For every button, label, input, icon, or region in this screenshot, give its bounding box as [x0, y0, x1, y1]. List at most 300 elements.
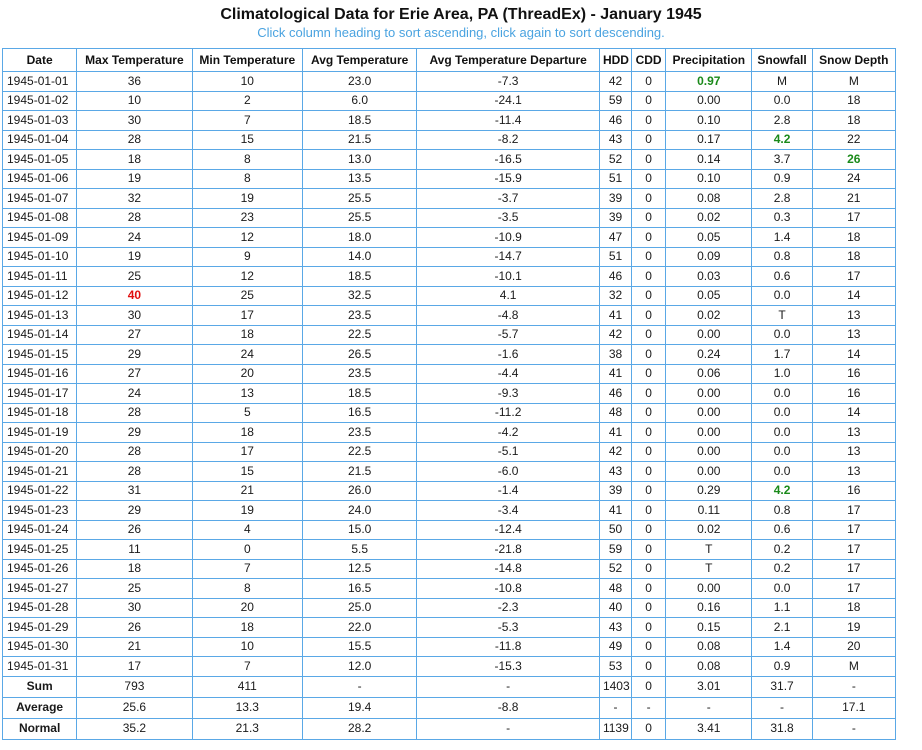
table-cell: 13 — [812, 442, 895, 462]
table-cell: 1945-01-14 — [3, 325, 77, 345]
table-cell: 1945-01-24 — [3, 520, 77, 540]
table-cell: 0.0 — [752, 423, 812, 443]
table-cell: 18.0 — [302, 228, 416, 248]
table-cell: 0 — [632, 364, 666, 384]
table-cell: 0.9 — [752, 657, 812, 677]
table-cell: 1945-01-26 — [3, 559, 77, 579]
table-cell: 24 — [77, 384, 192, 404]
table-cell: 50 — [599, 520, 631, 540]
summary-cell: 3.01 — [666, 676, 752, 697]
table-cell: 17 — [812, 501, 895, 521]
table-cell: 40 — [77, 286, 192, 306]
table-cell: 38 — [599, 345, 631, 365]
table-cell: 0.00 — [666, 403, 752, 423]
table-cell: 0.00 — [666, 423, 752, 443]
table-cell: 30 — [77, 306, 192, 326]
table-cell: 24 — [192, 345, 302, 365]
table-cell: 1945-01-11 — [3, 267, 77, 287]
table-cell: 16 — [812, 481, 895, 501]
table-row — [3, 150, 896, 170]
table-cell: 0.05 — [666, 286, 752, 306]
table-cell: 26 — [77, 520, 192, 540]
table-cell: 0.0 — [752, 403, 812, 423]
table-cell: 0 — [632, 72, 666, 92]
table-cell: 1945-01-23 — [3, 501, 77, 521]
table-row — [3, 579, 896, 599]
summary-cell: 411 — [192, 676, 302, 697]
table-cell: 16 — [812, 364, 895, 384]
summary-cell: 21.3 — [192, 718, 302, 739]
table-cell: 0 — [632, 208, 666, 228]
table-cell: 15.5 — [302, 637, 416, 657]
table-cell: -5.7 — [417, 325, 600, 345]
table-cell: M — [752, 72, 812, 92]
table-cell: 0 — [632, 111, 666, 131]
table-cell: 25.0 — [302, 598, 416, 618]
table-cell: 0.15 — [666, 618, 752, 638]
table-row — [3, 657, 896, 677]
table-cell: 0.00 — [666, 442, 752, 462]
summary-row-average — [3, 697, 896, 718]
table-cell: 39 — [599, 208, 631, 228]
page-title: Climatological Data for Erie Area, PA (ThreadEx) - January 1945 — [220, 6, 702, 23]
table-cell: 16.5 — [302, 403, 416, 423]
table-cell: 17 — [812, 579, 895, 599]
table-body — [3, 72, 896, 677]
table-cell: 8 — [192, 579, 302, 599]
table-cell: 0.00 — [666, 325, 752, 345]
table-cell: 0.2 — [752, 559, 812, 579]
table-cell: 23.5 — [302, 423, 416, 443]
table-cell: 20 — [192, 364, 302, 384]
table-cell: 20 — [812, 637, 895, 657]
table-cell: 39 — [599, 189, 631, 209]
table-cell: 1945-01-08 — [3, 208, 77, 228]
table-cell: 16.5 — [302, 579, 416, 599]
table-row — [3, 637, 896, 657]
table-cell: 17 — [812, 540, 895, 560]
table-cell: 17 — [812, 520, 895, 540]
column-header-max-temperature[interactable]: Max Temperature — [77, 49, 192, 72]
table-cell: M — [812, 657, 895, 677]
table-cell: 1945-01-05 — [3, 150, 77, 170]
table-cell: 23 — [192, 208, 302, 228]
table-cell: 17 — [812, 559, 895, 579]
table-cell: 1945-01-16 — [3, 364, 77, 384]
table-cell: -3.4 — [417, 501, 600, 521]
table-cell: 52 — [599, 150, 631, 170]
table-cell: 28 — [77, 403, 192, 423]
table-cell: 0 — [632, 520, 666, 540]
table-cell: 0.11 — [666, 501, 752, 521]
table-cell: 0 — [632, 462, 666, 482]
table-cell: 1945-01-15 — [3, 345, 77, 365]
table-cell: 26.0 — [302, 481, 416, 501]
table-cell: 1945-01-17 — [3, 384, 77, 404]
summary-cell: 17.1 — [812, 697, 895, 718]
table-row — [3, 286, 896, 306]
table-cell: 36 — [77, 72, 192, 92]
summary-cell: 35.2 — [77, 718, 192, 739]
table-cell: 18 — [192, 618, 302, 638]
table-cell: 24 — [812, 169, 895, 189]
summary-row-normal — [3, 718, 896, 739]
table-cell: 1.0 — [752, 364, 812, 384]
summary-cell: - — [812, 718, 895, 739]
table-row — [3, 325, 896, 345]
table-cell: -15.3 — [417, 657, 600, 677]
table-cell: 11 — [77, 540, 192, 560]
summary-label: Average — [3, 697, 77, 718]
table-cell: 2.1 — [752, 618, 812, 638]
table-cell: -4.2 — [417, 423, 600, 443]
table-row — [3, 403, 896, 423]
summary-cell: 3.41 — [666, 718, 752, 739]
table-cell: 32.5 — [302, 286, 416, 306]
table-cell: 9 — [192, 247, 302, 267]
table-cell: 0 — [632, 579, 666, 599]
table-cell: 43 — [599, 618, 631, 638]
table-cell: 0 — [632, 540, 666, 560]
table-cell: 0.00 — [666, 462, 752, 482]
table-cell: 23.0 — [302, 72, 416, 92]
table-cell: 0 — [632, 481, 666, 501]
table-cell: 24.0 — [302, 501, 416, 521]
table-cell: T — [752, 306, 812, 326]
table-cell: 0.03 — [666, 267, 752, 287]
table-cell: 0 — [632, 598, 666, 618]
table-cell: 0.24 — [666, 345, 752, 365]
summary-row-sum — [3, 676, 896, 697]
table-cell: 51 — [599, 247, 631, 267]
table-cell: 17 — [812, 208, 895, 228]
table-cell: 28 — [77, 442, 192, 462]
table-cell: 0.2 — [752, 540, 812, 560]
table-cell: 43 — [599, 130, 631, 150]
table-cell: 30 — [77, 598, 192, 618]
table-cell: 0.16 — [666, 598, 752, 618]
table-row — [3, 559, 896, 579]
table-cell: 25 — [192, 286, 302, 306]
table-cell: 0.02 — [666, 306, 752, 326]
table-cell: 0.08 — [666, 189, 752, 209]
table-cell: 4.1 — [417, 286, 600, 306]
summary-cell: 1403 — [599, 676, 631, 697]
table-cell: 0 — [632, 286, 666, 306]
table-cell: 8 — [192, 150, 302, 170]
table-row — [3, 267, 896, 287]
table-cell: 0.02 — [666, 520, 752, 540]
table-cell: 0 — [632, 501, 666, 521]
table-cell: 51 — [599, 169, 631, 189]
table-cell: 0.0 — [752, 384, 812, 404]
table-cell: 0.00 — [666, 384, 752, 404]
column-header-avg-temperature-departure[interactable]: Avg Temperature Departure — [417, 49, 600, 72]
summary-cell: 793 — [77, 676, 192, 697]
table-cell: -12.4 — [417, 520, 600, 540]
table-cell: -3.5 — [417, 208, 600, 228]
table-row — [3, 520, 896, 540]
table-cell: -3.7 — [417, 189, 600, 209]
table-cell: 1.4 — [752, 228, 812, 248]
column-header-precipitation[interactable]: Precipitation — [666, 49, 752, 72]
table-cell: 5.5 — [302, 540, 416, 560]
table-cell: 59 — [599, 91, 631, 111]
table-summary — [3, 676, 896, 739]
table-cell: 0.08 — [666, 657, 752, 677]
table-cell: 19 — [77, 247, 192, 267]
table-cell: 0 — [632, 189, 666, 209]
table-cell: 30 — [77, 111, 192, 131]
table-cell: 22.5 — [302, 442, 416, 462]
table-cell: 29 — [77, 345, 192, 365]
table-cell: T — [666, 559, 752, 579]
table-cell: 13 — [812, 423, 895, 443]
table-cell: -24.1 — [417, 91, 600, 111]
table-cell: 10 — [192, 72, 302, 92]
table-cell: 42 — [599, 442, 631, 462]
table-cell: 13 — [812, 306, 895, 326]
table-cell: 41 — [599, 364, 631, 384]
table-cell: 46 — [599, 384, 631, 404]
table-cell: 32 — [599, 286, 631, 306]
table-cell: 4 — [192, 520, 302, 540]
table-row — [3, 189, 896, 209]
table-row — [3, 462, 896, 482]
table-row — [3, 169, 896, 189]
table-cell: 59 — [599, 540, 631, 560]
table-cell: 0 — [632, 423, 666, 443]
table-cell: 28 — [77, 208, 192, 228]
table-cell: -10.9 — [417, 228, 600, 248]
table-cell: 0.0 — [752, 325, 812, 345]
table-cell: 23.5 — [302, 364, 416, 384]
table-cell: 53 — [599, 657, 631, 677]
table-cell: 0 — [632, 442, 666, 462]
table-cell: -14.8 — [417, 559, 600, 579]
summary-cell: 31.8 — [752, 718, 812, 739]
table-cell: 1945-01-31 — [3, 657, 77, 677]
table-row — [3, 345, 896, 365]
table-cell: 0.97 — [666, 72, 752, 92]
table-cell: 0 — [632, 618, 666, 638]
summary-cell: 31.7 — [752, 676, 812, 697]
table-cell: 0 — [192, 540, 302, 560]
table-cell: -11.4 — [417, 111, 600, 131]
table-cell: 1945-01-04 — [3, 130, 77, 150]
table-cell: 1945-01-21 — [3, 462, 77, 482]
table-cell: 18.5 — [302, 267, 416, 287]
summary-cell: 0 — [632, 676, 666, 697]
table-cell: 0 — [632, 228, 666, 248]
climate-data-table — [2, 48, 896, 740]
table-cell: 4.2 — [752, 130, 812, 150]
table-row — [3, 306, 896, 326]
table-cell: 1945-01-20 — [3, 442, 77, 462]
table-cell: 0 — [632, 657, 666, 677]
table-cell: 0.05 — [666, 228, 752, 248]
table-cell: 21.5 — [302, 462, 416, 482]
table-cell: 18 — [192, 325, 302, 345]
table-row — [3, 91, 896, 111]
table-row — [3, 501, 896, 521]
table-cell: 21.5 — [302, 130, 416, 150]
table-cell: -9.3 — [417, 384, 600, 404]
table-cell: 23.5 — [302, 306, 416, 326]
table-cell: 0.6 — [752, 267, 812, 287]
table-cell: 24 — [77, 228, 192, 248]
table-cell: 12.5 — [302, 559, 416, 579]
table-cell: 0.14 — [666, 150, 752, 170]
table-cell: 21 — [192, 481, 302, 501]
table-cell: 41 — [599, 306, 631, 326]
column-header-avg-temperature[interactable]: Avg Temperature — [302, 49, 416, 72]
table-cell: 1945-01-06 — [3, 169, 77, 189]
table-cell: 1945-01-18 — [3, 403, 77, 423]
summary-cell: - — [666, 697, 752, 718]
table-cell: 0 — [632, 384, 666, 404]
table-row — [3, 228, 896, 248]
column-header-hdd[interactable]: HDD — [599, 49, 631, 72]
column-header-snow-depth[interactable]: Snow Depth — [812, 49, 895, 72]
table-cell: 18 — [812, 228, 895, 248]
table-cell: 19 — [192, 189, 302, 209]
table-cell: 18 — [77, 150, 192, 170]
table-row — [3, 618, 896, 638]
table-cell: 25.5 — [302, 208, 416, 228]
table-cell: 20 — [192, 598, 302, 618]
table-cell: 28 — [77, 130, 192, 150]
table-cell: 0 — [632, 403, 666, 423]
table-cell: 12 — [192, 267, 302, 287]
table-cell: 48 — [599, 403, 631, 423]
table-cell: 1945-01-19 — [3, 423, 77, 443]
table-cell: 0.9 — [752, 169, 812, 189]
table-cell: 12 — [192, 228, 302, 248]
table-cell: 0.10 — [666, 169, 752, 189]
table-row — [3, 72, 896, 92]
table-cell: 18 — [812, 91, 895, 111]
table-cell: 18 — [812, 111, 895, 131]
summary-cell: -8.8 — [417, 697, 600, 718]
summary-cell: 13.3 — [192, 697, 302, 718]
table-cell: 29 — [77, 501, 192, 521]
table-cell: 1.4 — [752, 637, 812, 657]
table-cell: -10.8 — [417, 579, 600, 599]
table-row — [3, 423, 896, 443]
table-cell: 17 — [192, 442, 302, 462]
column-header-snowfall[interactable]: Snowfall — [752, 49, 812, 72]
table-cell: 22.0 — [302, 618, 416, 638]
table-cell: 0.02 — [666, 208, 752, 228]
table-cell: 0.29 — [666, 481, 752, 501]
table-cell: 0 — [632, 130, 666, 150]
table-cell: 0.8 — [752, 247, 812, 267]
column-header-date[interactable]: Date — [3, 49, 77, 72]
table-cell: -15.9 — [417, 169, 600, 189]
table-cell: -11.8 — [417, 637, 600, 657]
table-cell: 13 — [192, 384, 302, 404]
table-cell: 40 — [599, 598, 631, 618]
table-cell: -11.2 — [417, 403, 600, 423]
table-cell: 17 — [192, 306, 302, 326]
table-cell: -5.1 — [417, 442, 600, 462]
table-cell: 1.1 — [752, 598, 812, 618]
table-cell: -10.1 — [417, 267, 600, 287]
table-cell: 46 — [599, 267, 631, 287]
table-cell: 1945-01-27 — [3, 579, 77, 599]
table-cell: 17 — [812, 267, 895, 287]
table-cell: 0 — [632, 325, 666, 345]
summary-cell: 19.4 — [302, 697, 416, 718]
table-cell: -1.4 — [417, 481, 600, 501]
table-cell: 27 — [77, 325, 192, 345]
table-cell: 27 — [77, 364, 192, 384]
table-cell: 0 — [632, 345, 666, 365]
table-cell: 0.0 — [752, 442, 812, 462]
table-cell: 19 — [812, 618, 895, 638]
table-cell: -4.8 — [417, 306, 600, 326]
table-cell: 10 — [77, 91, 192, 111]
column-header-cdd[interactable]: CDD — [632, 49, 666, 72]
table-cell: 14 — [812, 403, 895, 423]
table-cell: 42 — [599, 72, 631, 92]
table-cell: 25.5 — [302, 189, 416, 209]
table-cell: 43 — [599, 462, 631, 482]
table-row — [3, 364, 896, 384]
table-cell: -7.3 — [417, 72, 600, 92]
table-cell: 41 — [599, 501, 631, 521]
table-cell: 0.00 — [666, 579, 752, 599]
table-cell: 26 — [812, 150, 895, 170]
table-cell: 46 — [599, 111, 631, 131]
table-cell: 2 — [192, 91, 302, 111]
summary-cell: 1139 — [599, 718, 631, 739]
table-cell: 13.0 — [302, 150, 416, 170]
table-row — [3, 540, 896, 560]
table-cell: 1945-01-12 — [3, 286, 77, 306]
summary-cell: - — [417, 676, 600, 697]
table-cell: 48 — [599, 579, 631, 599]
table-cell: -5.3 — [417, 618, 600, 638]
table-cell: 39 — [599, 481, 631, 501]
table-cell: 28 — [77, 462, 192, 482]
table-cell: 29 — [77, 423, 192, 443]
table-cell: 15 — [192, 462, 302, 482]
table-cell: 22 — [812, 130, 895, 150]
table-row — [3, 130, 896, 150]
table-cell: 7 — [192, 559, 302, 579]
table-cell: 1945-01-09 — [3, 228, 77, 248]
table-cell: 31 — [77, 481, 192, 501]
table-cell: 0 — [632, 637, 666, 657]
table-cell: 0.09 — [666, 247, 752, 267]
summary-cell: 0 — [632, 718, 666, 739]
column-header-min-temperature[interactable]: Min Temperature — [192, 49, 302, 72]
table-cell: 0.6 — [752, 520, 812, 540]
summary-cell: - — [812, 676, 895, 697]
table-cell: 13.5 — [302, 169, 416, 189]
table-cell: 0 — [632, 247, 666, 267]
table-cell: 1945-01-03 — [3, 111, 77, 131]
summary-cell: - — [752, 697, 812, 718]
table-cell: 0 — [632, 559, 666, 579]
table-cell: 17 — [77, 657, 192, 677]
table-cell: 0.00 — [666, 91, 752, 111]
table-cell: -1.6 — [417, 345, 600, 365]
table-cell: 6.0 — [302, 91, 416, 111]
summary-cell: 25.6 — [77, 697, 192, 718]
